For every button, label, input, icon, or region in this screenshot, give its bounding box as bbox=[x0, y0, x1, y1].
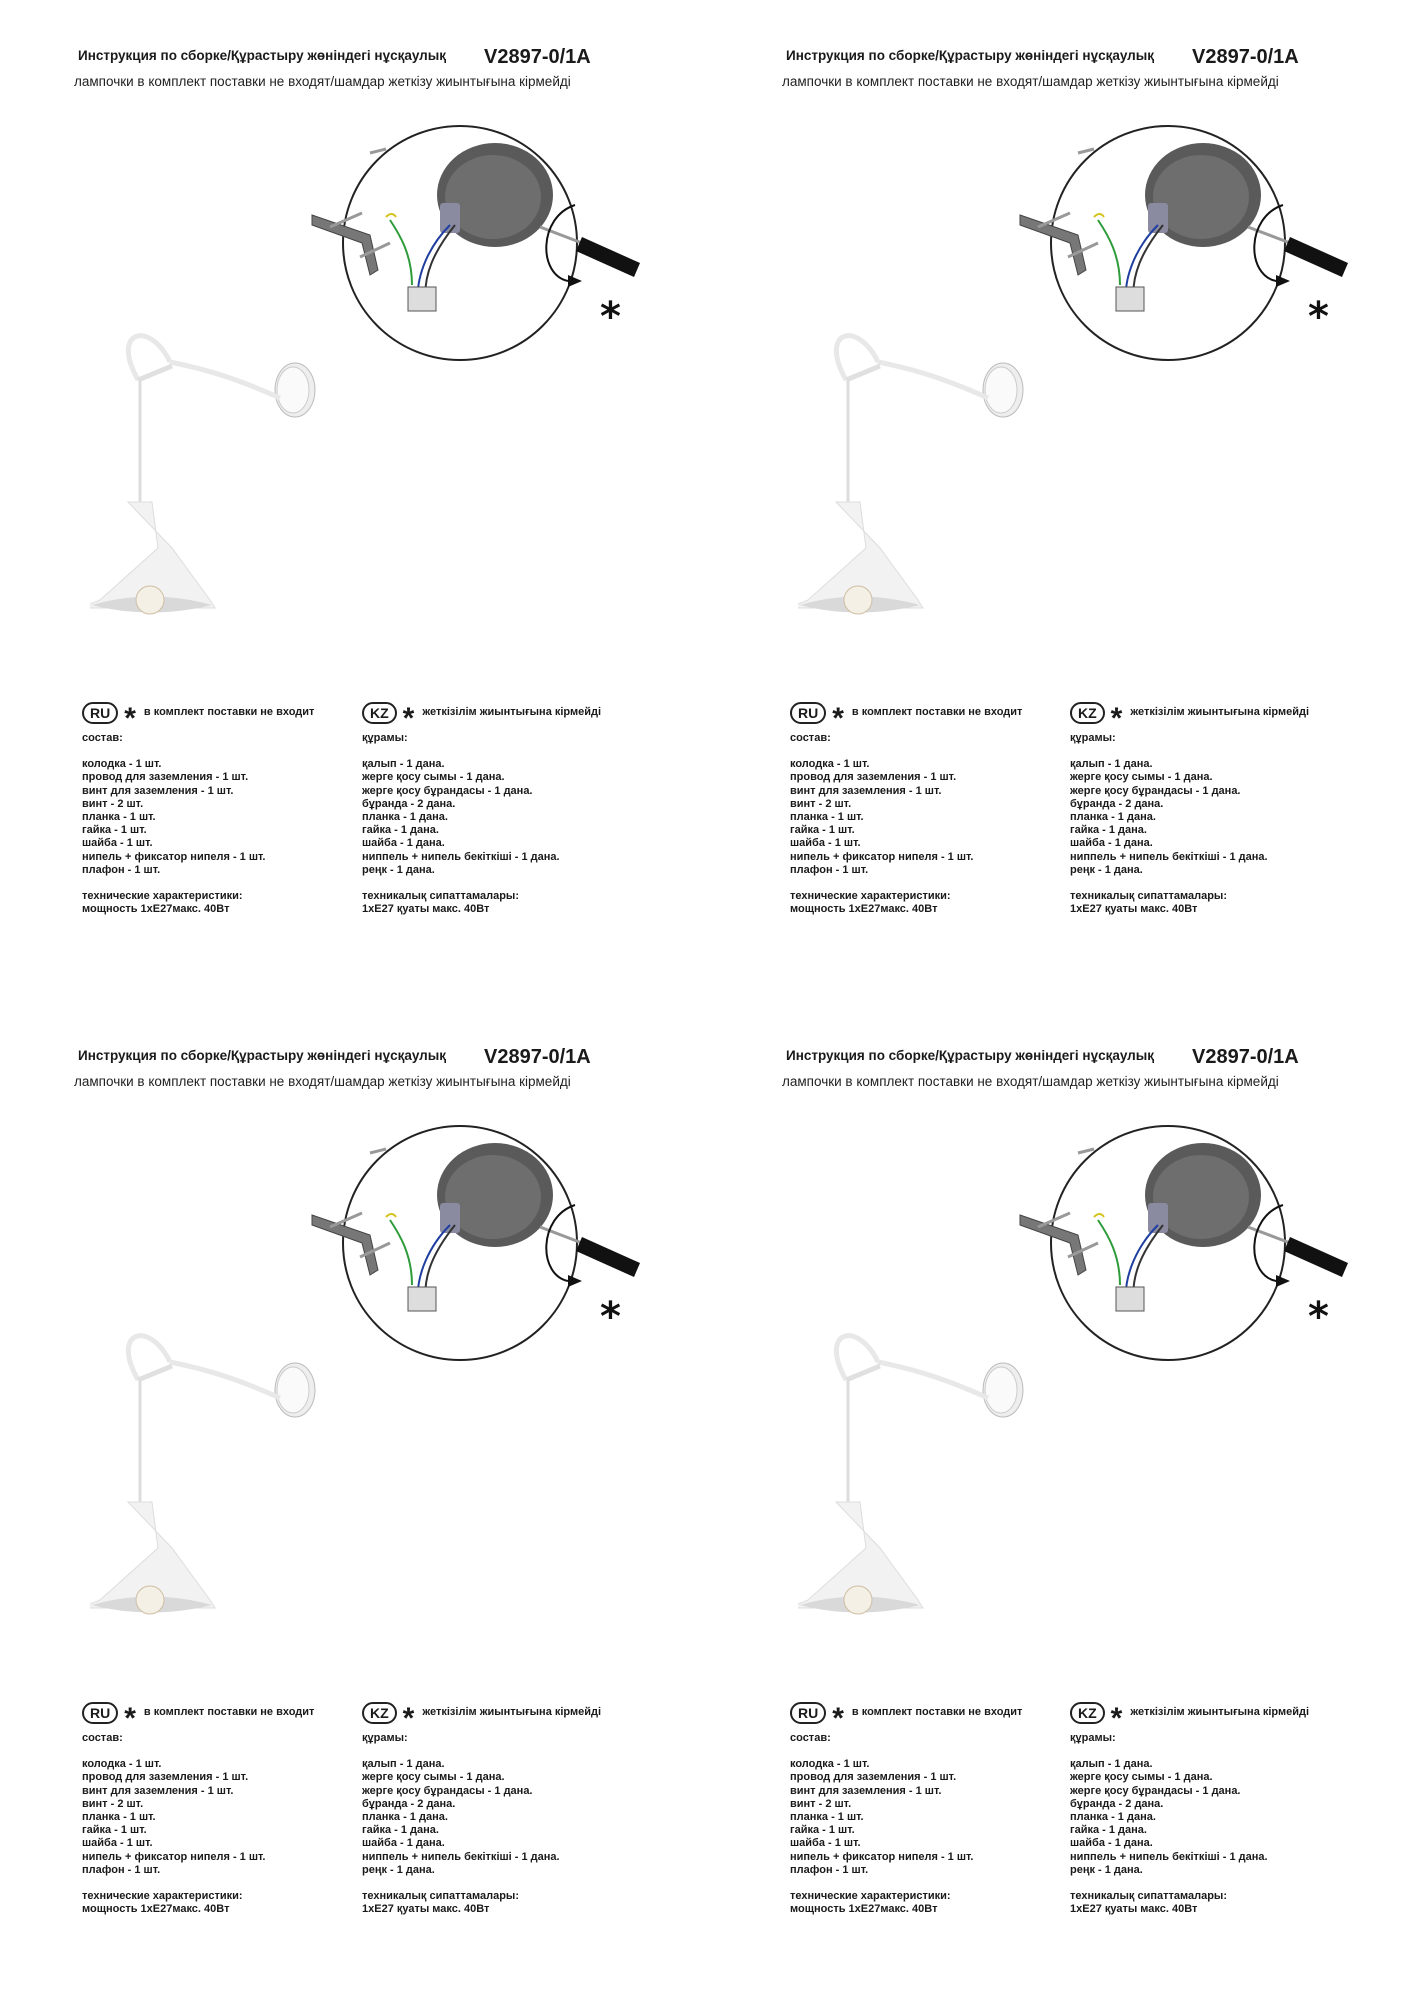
lamp-illustration bbox=[90, 1300, 350, 1630]
panel-subtitle: лампочки в комплект поставки не входят/шамдар жеткізу жиынтығына кірмейді bbox=[74, 1074, 571, 1089]
ru-specs: мощность 1хE27макс. 40Вт bbox=[790, 903, 938, 916]
instruction-panel bbox=[708, 1000, 1415, 2000]
kz-note: жеткізілім жиынтығына кірмейді bbox=[422, 706, 602, 719]
kz-star: * bbox=[1110, 1702, 1123, 1735]
list-item: нипель + фиксатор нипеля - 1 шт. bbox=[82, 1850, 266, 1863]
ru-star: * bbox=[124, 702, 136, 735]
list-item: жерге қосу сымы - 1 дана. bbox=[1070, 1771, 1213, 1784]
ru-note: в комплект поставки не входит bbox=[851, 1706, 1023, 1719]
panel-subtitle: лампочки в комплект поставки не входят/шамдар жеткізу жиынтығына кірмейді bbox=[74, 74, 571, 89]
list-item: винт - 2 шт. bbox=[82, 797, 144, 810]
list-item: шайба - 1 дана. bbox=[362, 1837, 445, 1850]
not-included-star: * bbox=[1308, 1294, 1329, 1340]
ru-items-list bbox=[790, 1758, 1050, 1877]
ru-items-list bbox=[790, 758, 1050, 877]
panel-title: Инструкция по сборке/Құрастыру жөніндегі нұсқаулық bbox=[78, 48, 447, 63]
list-item: гайка - 1 дана. bbox=[1070, 1824, 1147, 1837]
kz-items-list bbox=[1070, 1758, 1370, 1877]
kz-section bbox=[362, 700, 662, 916]
list-item: шайба - 1 дана. bbox=[1070, 1837, 1153, 1850]
kz-composition-label: құрамы: bbox=[362, 732, 408, 744]
ru-badge: RU bbox=[790, 1702, 826, 1724]
list-item: бұранда - 2 дана. bbox=[362, 797, 456, 810]
ru-items-list bbox=[82, 758, 342, 877]
lamp-illustration bbox=[798, 300, 1058, 630]
list-item: жерге қосу сымы - 1 дана. bbox=[362, 1771, 505, 1784]
mounting-diagram bbox=[300, 1125, 650, 1365]
panel-subtitle: лампочки в комплект поставки не входят/шамдар жеткізу жиынтығына кірмейді bbox=[782, 74, 1279, 89]
list-item: колодка - 1 шт. bbox=[790, 758, 870, 771]
list-item: провод для заземления - 1 шт. bbox=[82, 1771, 249, 1784]
model-number: V2897-0/1A bbox=[484, 46, 591, 68]
kz-items-list bbox=[1070, 758, 1370, 877]
list-item: колодка - 1 шт. bbox=[790, 1758, 870, 1771]
list-item: винт для заземления - 1 шт. bbox=[790, 784, 942, 797]
list-item: ниппель + нипель бекіткіші - 1 дана. bbox=[362, 850, 560, 863]
ru-specs-label: технические характеристики: bbox=[82, 890, 243, 903]
list-item: гайка - 1 шт. bbox=[790, 824, 855, 837]
list-item: колодка - 1 шт. bbox=[82, 1758, 162, 1771]
list-item: қалып - 1 дана. bbox=[1070, 758, 1153, 771]
list-item: реңк - 1 дана. bbox=[1070, 1863, 1143, 1876]
mounting-diagram bbox=[1008, 1125, 1358, 1365]
list-item: планка - 1 шт. bbox=[790, 811, 864, 824]
ru-badge: RU bbox=[82, 1702, 118, 1724]
ru-specs: мощность 1хE27макс. 40Вт bbox=[82, 1903, 230, 1916]
list-item: плафон - 1 шт. bbox=[790, 863, 869, 876]
kz-badge: KZ bbox=[1070, 1702, 1105, 1724]
ru-section bbox=[790, 700, 1050, 916]
list-item: ниппель + нипель бекіткіші - 1 дана. bbox=[1070, 1850, 1268, 1863]
kz-composition-label: құрамы: bbox=[1070, 732, 1116, 744]
list-item: реңк - 1 дана. bbox=[362, 1863, 435, 1876]
ru-specs-label: технические характеристики: bbox=[790, 890, 951, 903]
kz-badge: KZ bbox=[1070, 702, 1105, 724]
list-item: ниппель + нипель бекіткіші - 1 дана. bbox=[362, 1850, 560, 1863]
list-item: планка - 1 дана. bbox=[1070, 811, 1156, 824]
kz-specs: 1хE27 қуаты макс. 40Вт bbox=[1070, 903, 1198, 916]
panel-subtitle: лампочки в комплект поставки не входят/шамдар жеткізу жиынтығына кірмейді bbox=[782, 1074, 1279, 1089]
list-item: винт - 2 шт. bbox=[790, 797, 852, 810]
kz-star: * bbox=[402, 1702, 415, 1735]
list-item: плафон - 1 шт. bbox=[790, 1863, 869, 1876]
ru-specs: мощность 1хE27макс. 40Вт bbox=[82, 903, 230, 916]
kz-specs: 1хE27 қуаты макс. 40Вт bbox=[362, 1903, 490, 1916]
kz-specs: 1хE27 қуаты макс. 40Вт bbox=[1070, 1903, 1198, 1916]
ru-composition-label: состав: bbox=[82, 1732, 123, 1744]
not-included-star: * bbox=[1308, 294, 1329, 340]
ru-section bbox=[82, 1700, 342, 1916]
kz-note: жеткізілім жиынтығына кірмейді bbox=[1130, 706, 1310, 719]
list-item: колодка - 1 шт. bbox=[82, 758, 162, 771]
list-item: жерге қосу сымы - 1 дана. bbox=[362, 771, 505, 784]
ru-composition-label: состав: bbox=[790, 732, 831, 744]
kz-composition-label: құрамы: bbox=[1070, 1732, 1116, 1744]
list-item: провод для заземления - 1 шт. bbox=[82, 771, 249, 784]
list-item: қалып - 1 дана. bbox=[362, 758, 445, 771]
lamp-illustration bbox=[798, 1300, 1058, 1630]
kz-composition-label: құрамы: bbox=[362, 1732, 408, 1744]
ru-badge: RU bbox=[82, 702, 118, 724]
list-item: винт для заземления - 1 шт. bbox=[82, 1784, 234, 1797]
panel-title: Инструкция по сборке/Құрастыру жөніндегі нұсқаулық bbox=[78, 1048, 447, 1063]
list-item: планка - 1 дана. bbox=[362, 811, 448, 824]
list-item: винт для заземления - 1 шт. bbox=[82, 784, 234, 797]
list-item: жерге қосу бұрандасы - 1 дана. bbox=[1070, 784, 1241, 797]
list-item: планка - 1 шт. bbox=[82, 811, 156, 824]
ru-section bbox=[790, 1700, 1050, 1916]
ru-specs-label: технические характеристики: bbox=[790, 1890, 951, 1903]
list-item: реңк - 1 дана. bbox=[1070, 863, 1143, 876]
not-included-star: * bbox=[600, 294, 621, 340]
ru-note: в комплект поставки не входит bbox=[143, 1706, 315, 1719]
kz-note: жеткізілім жиынтығына кірмейді bbox=[422, 1706, 602, 1719]
list-item: қалып - 1 дана. bbox=[362, 1758, 445, 1771]
list-item: ниппель + нипель бекіткіші - 1 дана. bbox=[1070, 850, 1268, 863]
instruction-panel bbox=[0, 0, 707, 1000]
list-item: плафон - 1 шт. bbox=[82, 863, 161, 876]
model-number: V2897-0/1A bbox=[1192, 46, 1299, 68]
list-item: реңк - 1 дана. bbox=[362, 863, 435, 876]
list-item: гайка - 1 шт. bbox=[82, 1824, 147, 1837]
instruction-panel bbox=[0, 1000, 707, 2000]
list-item: нипель + фиксатор нипеля - 1 шт. bbox=[82, 850, 266, 863]
ru-star: * bbox=[832, 702, 844, 735]
kz-star: * bbox=[1110, 702, 1123, 735]
list-item: провод для заземления - 1 шт. bbox=[790, 771, 957, 784]
kz-specs-label: техникалық сипаттамалары: bbox=[1070, 1890, 1227, 1903]
list-item: жерге қосу бұрандасы - 1 дана. bbox=[362, 1784, 533, 1797]
ru-note: в комплект поставки не входит bbox=[143, 706, 315, 719]
ru-items-list bbox=[82, 1758, 342, 1877]
list-item: планка - 1 дана. bbox=[1070, 1811, 1156, 1824]
lamp-illustration bbox=[90, 300, 350, 630]
list-item: нипель + фиксатор нипеля - 1 шт. bbox=[790, 850, 974, 863]
list-item: шайба - 1 дана. bbox=[1070, 837, 1153, 850]
list-item: нипель + фиксатор нипеля - 1 шт. bbox=[790, 1850, 974, 1863]
ru-composition-label: состав: bbox=[790, 1732, 831, 1744]
list-item: гайка - 1 шт. bbox=[82, 824, 147, 837]
kz-specs-label: техникалық сипаттамалары: bbox=[362, 890, 519, 903]
list-item: винт - 2 шт. bbox=[82, 1797, 144, 1810]
list-item: бұранда - 2 дана. bbox=[1070, 1797, 1164, 1810]
list-item: плафон - 1 шт. bbox=[82, 1863, 161, 1876]
list-item: шайба - 1 шт. bbox=[82, 837, 153, 850]
list-item: бұранда - 2 дана. bbox=[362, 1797, 456, 1810]
ru-badge: RU bbox=[790, 702, 826, 724]
kz-specs-label: техникалық сипаттамалары: bbox=[362, 1890, 519, 1903]
not-included-star: * bbox=[600, 1294, 621, 1340]
list-item: шайба - 1 дана. bbox=[362, 837, 445, 850]
mounting-diagram bbox=[1008, 125, 1358, 365]
ru-star: * bbox=[832, 1702, 844, 1735]
kz-star: * bbox=[402, 702, 415, 735]
kz-items-list bbox=[362, 1758, 662, 1877]
list-item: гайка - 1 дана. bbox=[362, 824, 439, 837]
list-item: жерге қосу бұрандасы - 1 дана. bbox=[362, 784, 533, 797]
kz-badge: KZ bbox=[362, 702, 397, 724]
list-item: қалып - 1 дана. bbox=[1070, 1758, 1153, 1771]
ru-note: в комплект поставки не входит bbox=[851, 706, 1023, 719]
mounting-diagram bbox=[300, 125, 650, 365]
model-number: V2897-0/1A bbox=[1192, 1046, 1299, 1068]
kz-specs-label: техникалық сипаттамалары: bbox=[1070, 890, 1227, 903]
list-item: винт для заземления - 1 шт. bbox=[790, 1784, 942, 1797]
list-item: жерге қосу бұрандасы - 1 дана. bbox=[1070, 1784, 1241, 1797]
list-item: винт - 2 шт. bbox=[790, 1797, 852, 1810]
kz-section bbox=[362, 1700, 662, 1916]
list-item: шайба - 1 шт. bbox=[82, 1837, 153, 1850]
model-number: V2897-0/1A bbox=[484, 1046, 591, 1068]
kz-section bbox=[1070, 700, 1370, 916]
panel-title: Инструкция по сборке/Құрастыру жөніндегі нұсқаулық bbox=[786, 1048, 1155, 1063]
list-item: гайка - 1 дана. bbox=[1070, 824, 1147, 837]
ru-star: * bbox=[124, 1702, 136, 1735]
list-item: планка - 1 шт. bbox=[790, 1811, 864, 1824]
ru-section bbox=[82, 700, 342, 916]
list-item: планка - 1 шт. bbox=[82, 1811, 156, 1824]
list-item: гайка - 1 дана. bbox=[362, 1824, 439, 1837]
kz-note: жеткізілім жиынтығына кірмейді bbox=[1130, 1706, 1310, 1719]
panel-title: Инструкция по сборке/Құрастыру жөніндегі нұсқаулық bbox=[786, 48, 1155, 63]
list-item: гайка - 1 шт. bbox=[790, 1824, 855, 1837]
kz-items-list bbox=[362, 758, 662, 877]
list-item: шайба - 1 шт. bbox=[790, 837, 861, 850]
list-item: бұранда - 2 дана. bbox=[1070, 797, 1164, 810]
kz-section bbox=[1070, 1700, 1370, 1916]
ru-specs: мощность 1хE27макс. 40Вт bbox=[790, 1903, 938, 1916]
list-item: провод для заземления - 1 шт. bbox=[790, 1771, 957, 1784]
ru-specs-label: технические характеристики: bbox=[82, 1890, 243, 1903]
list-item: жерге қосу сымы - 1 дана. bbox=[1070, 771, 1213, 784]
ru-composition-label: состав: bbox=[82, 732, 123, 744]
kz-specs: 1хE27 қуаты макс. 40Вт bbox=[362, 903, 490, 916]
instruction-panel bbox=[708, 0, 1415, 1000]
list-item: шайба - 1 шт. bbox=[790, 1837, 861, 1850]
list-item: планка - 1 дана. bbox=[362, 1811, 448, 1824]
kz-badge: KZ bbox=[362, 1702, 397, 1724]
